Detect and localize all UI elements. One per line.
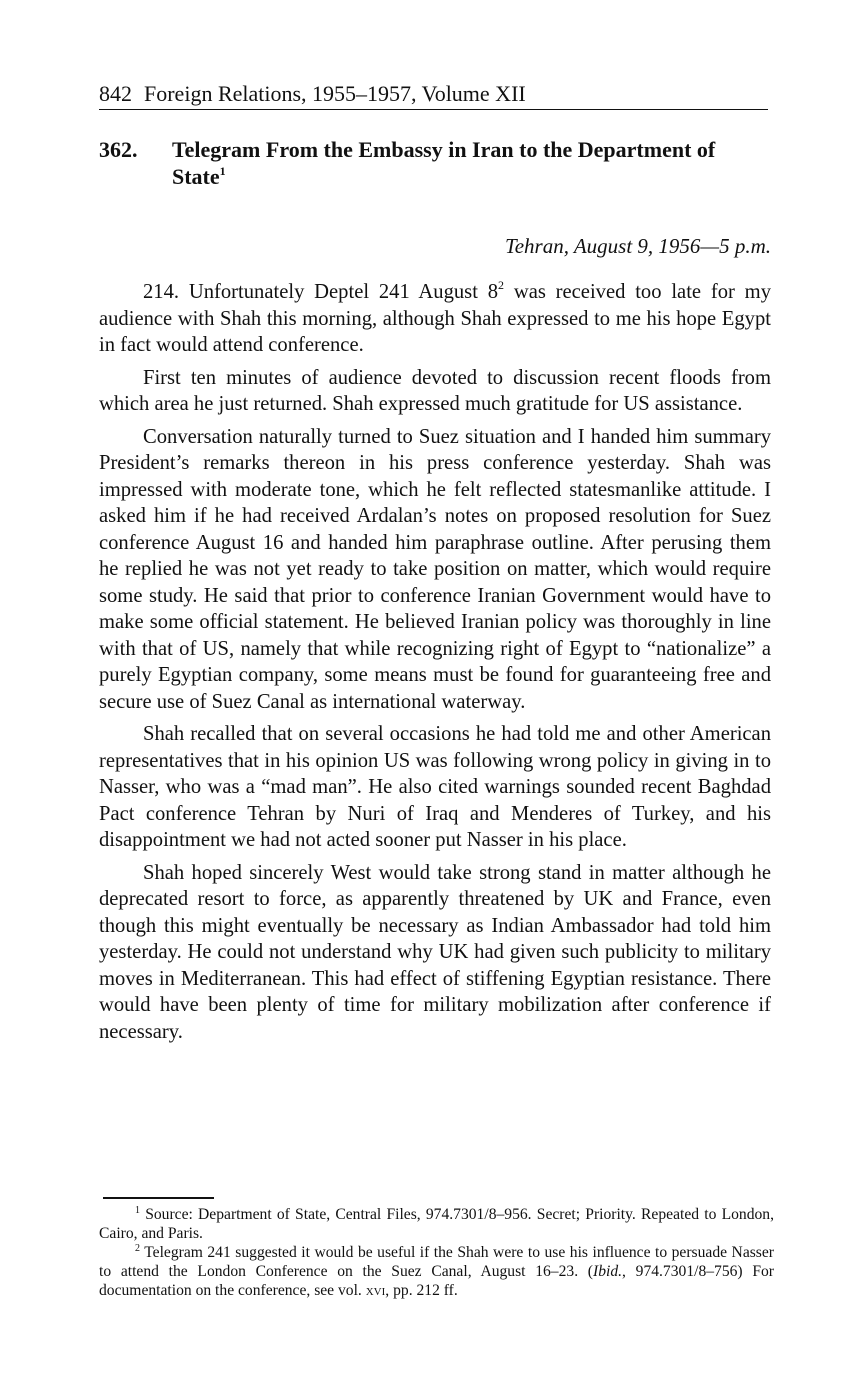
footnote-2-text-c: , pp. 212 ff. xyxy=(385,1282,458,1299)
footnote-2-text-a: Telegram 241 suggested it would be useful if the Shah were to use his influence to persuade Nasser to attend the London Conference on the Suez Canal, August 16–23. ( xyxy=(99,1244,774,1280)
dateline: Tehran, August 9, 1956—5 p.m. xyxy=(504,234,771,258)
footnote-ref-1[interactable]: 1 xyxy=(219,164,226,178)
document-title-text: Telegram From the Embassy in Iran to the Department of State xyxy=(172,137,716,189)
footnote-2-ibid: Ibid. xyxy=(593,1263,623,1280)
paragraph-2: First ten minutes of audience devoted to discussion recent floods from which area he just returned. Shah expressed much gratitude for US assistance. xyxy=(99,366,771,415)
footnote-1-marker: 1 xyxy=(135,1205,140,1216)
footnote-2-marker: 2 xyxy=(135,1243,140,1254)
footnote-1 xyxy=(99,1205,774,1243)
footnote-ref-2[interactable]: 2 xyxy=(498,278,505,292)
page-number: 842 xyxy=(99,81,132,106)
footnote-2-text-b: , 974.7301/8–756) For documentation on the conference, see vol. xyxy=(99,1263,775,1299)
footnote-divider xyxy=(103,1197,214,1199)
running-head xyxy=(99,80,768,110)
telegram-body xyxy=(99,279,771,1051)
document-heading xyxy=(99,136,771,190)
series-title: Foreign Relations, 1955–1957, Volume XII xyxy=(144,81,526,106)
footnote-2 xyxy=(99,1243,774,1300)
document-title xyxy=(172,136,771,190)
document-number: 362. xyxy=(99,137,138,162)
paragraph-1-text-a: 214. Unfortunately Deptel 241 August 8 xyxy=(143,281,499,303)
paragraph-3: Conversation naturally turned to Suez situation and I handed him summary President’s remarks thereon in his press conference yesterday. Shah was impressed with moderate tone, which he felt reflected statesmanlike attitude. I asked him if he had received Ardalan’s notes on proposed resolution for Suez conference August 16 and handed him paraphrase outline. After perusing them he replied he was not yet ready to take position on matter, which would require some study. He said that prior to conference Iranian Government would have to make some official statement. He believed Iranian policy was thoroughly in line with that of US, namely that while recognizing right of Egypt to “nationalize” a purely Egyptian company, some means must be found for guaranteeing free and secure use of Suez Canal as international waterway. xyxy=(99,425,771,713)
paragraph-1 xyxy=(99,279,771,359)
footnote-2-volume: xvi xyxy=(365,1282,386,1299)
paragraph-1-text-b: was received too late for my audience with Shah this morning, although Shah expressed to me his hope Egypt in fact would attend conference. xyxy=(99,281,771,356)
paragraph-5: Shah hoped sincerely West would take strong stand in matter although he deprecated resort to force, as apparently threatened by UK and France, even though this might eventually be necessary as Indian Ambassador had told him yesterday. He could not understand why UK had given such publicity to military moves in Mediterranean. This had effect of stiffening Egyptian resistance. There would have been plenty of time for military mobilization after conference if necessary. xyxy=(99,861,771,1043)
footnote-1-text: Source: Department of State, Central Files, 974.7301/8–956. Secret; Priority. Repeated to London, Cairo, and Paris. xyxy=(99,1206,774,1242)
footnotes xyxy=(99,1205,774,1300)
paragraph-4: Shah recalled that on several occasions he had told me and other American representatives that in his opinion US was following wrong policy in giving in to Nasser, who was a “mad man”. He also cited warnings sounded recent Baghdad Pact conference Tehran by Nuri of Iraq and Menderes of Turkey, and his disappointment we had not acted sooner put Nasser in his place. xyxy=(99,723,771,851)
